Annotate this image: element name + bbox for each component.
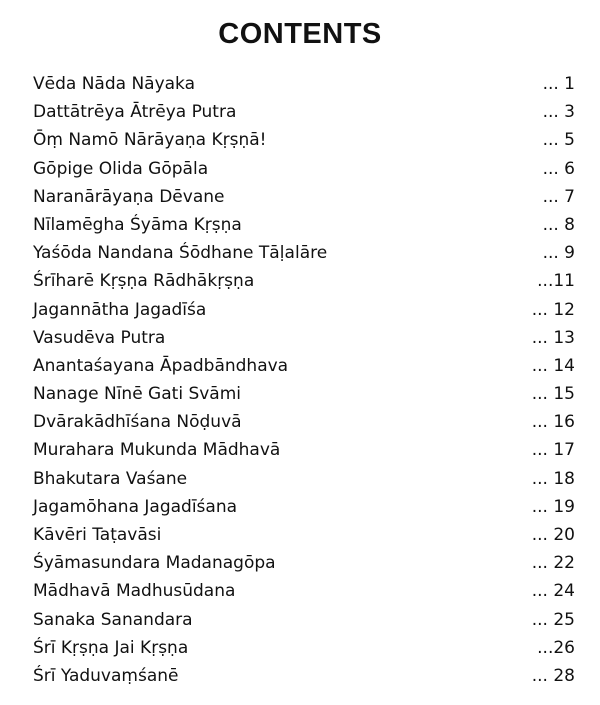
page-title: CONTENTS xyxy=(218,18,382,50)
toc-entry xyxy=(33,521,575,549)
entry-page-number: ... 20 xyxy=(531,525,575,545)
entry-page-number: ... 18 xyxy=(531,468,575,489)
toc-entry xyxy=(33,408,575,436)
toc-entry xyxy=(33,324,575,352)
toc-entry xyxy=(33,267,575,295)
entry-page-number: ... 7 xyxy=(542,186,575,207)
entry-title: Kāvēri Taṭavāsi xyxy=(33,525,162,545)
entry-page-number: ... 12 xyxy=(531,299,575,320)
entry-page-number: ... 5 xyxy=(542,130,575,151)
entry-page-number: ... 19 xyxy=(531,496,575,517)
toc-entry xyxy=(33,606,575,634)
toc-entry xyxy=(33,183,575,211)
toc-entry xyxy=(33,493,575,521)
entry-page-number: ... 28 xyxy=(531,665,575,686)
entry-title: Nanage Nīnē Gati Svāmi xyxy=(33,384,241,405)
toc-entry xyxy=(33,98,575,126)
entry-page-number: ... 17 xyxy=(531,440,575,461)
entry-title: Dvārakādhīśana Nōḍuvā xyxy=(33,412,242,433)
entry-title: Bhakutara Vaśane xyxy=(33,468,188,489)
table-of-contents xyxy=(33,70,575,690)
entry-page-number: ... 1 xyxy=(542,74,575,94)
entry-title: Gōpige Olida Gōpāla xyxy=(33,158,209,179)
entry-page-number: ... 15 xyxy=(531,384,575,405)
entry-title: Śrī Yaduvaṃśanē xyxy=(33,665,179,686)
entry-title: Naranārāyaṇa Dēvane xyxy=(33,186,225,207)
entry-title: Vēda Nāda Nāyaka xyxy=(33,74,196,94)
toc-entry xyxy=(33,465,575,493)
entry-page-number: ...26 xyxy=(537,637,575,658)
entry-page-number: ... 16 xyxy=(531,412,575,433)
entry-page-number: ... 25 xyxy=(531,609,575,630)
toc-entry xyxy=(33,352,575,380)
toc-entry xyxy=(33,549,575,577)
entry-title: Ōṃ Namō Nārāyaṇa Kṛṣṇā! xyxy=(33,130,267,151)
entry-page-number: ... 13 xyxy=(531,327,575,348)
entry-title: Mādhavā Madhusūdana xyxy=(33,581,236,602)
entry-title: Śyāmasundara Madanagōpa xyxy=(33,553,276,574)
toc-entry xyxy=(33,634,575,662)
entry-page-number: ... 8 xyxy=(542,214,575,235)
entry-title: Śrī Kṛṣṇa Jai Kṛṣṇa xyxy=(33,637,189,658)
entry-title: Jagannātha Jagadīśa xyxy=(33,299,207,320)
entry-title: Nīlamēgha Śyāma Kṛṣṇa xyxy=(33,214,242,235)
entry-title: Śrīharē Kṛṣṇa Rādhākṛṣṇa xyxy=(33,271,255,292)
toc-entry xyxy=(33,380,575,408)
entry-page-number: ... 3 xyxy=(542,102,575,123)
entry-title: Sanaka Sanandara xyxy=(33,609,193,630)
entry-title: Jagamōhana Jagadīśana xyxy=(33,496,238,517)
toc-entry xyxy=(33,662,575,690)
toc-entry xyxy=(33,436,575,464)
toc-entry xyxy=(33,70,575,98)
entry-page-number: ... 22 xyxy=(531,553,575,574)
toc-entry xyxy=(33,239,575,267)
toc-entry xyxy=(33,296,575,324)
entry-page-number: ... 6 xyxy=(542,158,575,179)
entry-page-number: ...11 xyxy=(537,271,575,292)
toc-entry xyxy=(33,211,575,239)
toc-entry xyxy=(33,126,575,154)
toc-entry xyxy=(33,577,575,605)
entry-title: Murahara Mukunda Mādhavā xyxy=(33,440,281,461)
entry-page-number: ... 14 xyxy=(531,355,575,376)
entry-title: Yaśōda Nandana Śōdhane Tāḷalāre xyxy=(33,243,328,264)
entry-title: Anantaśayana Āpadbāndhava xyxy=(33,355,289,376)
entry-title: Vasudēva Putra xyxy=(33,327,166,348)
toc-entry xyxy=(33,155,575,183)
entry-page-number: ... 24 xyxy=(531,581,575,602)
entry-page-number: ... 9 xyxy=(542,243,575,264)
entry-title: Dattātrēya Ātrēya Putra xyxy=(33,102,237,123)
